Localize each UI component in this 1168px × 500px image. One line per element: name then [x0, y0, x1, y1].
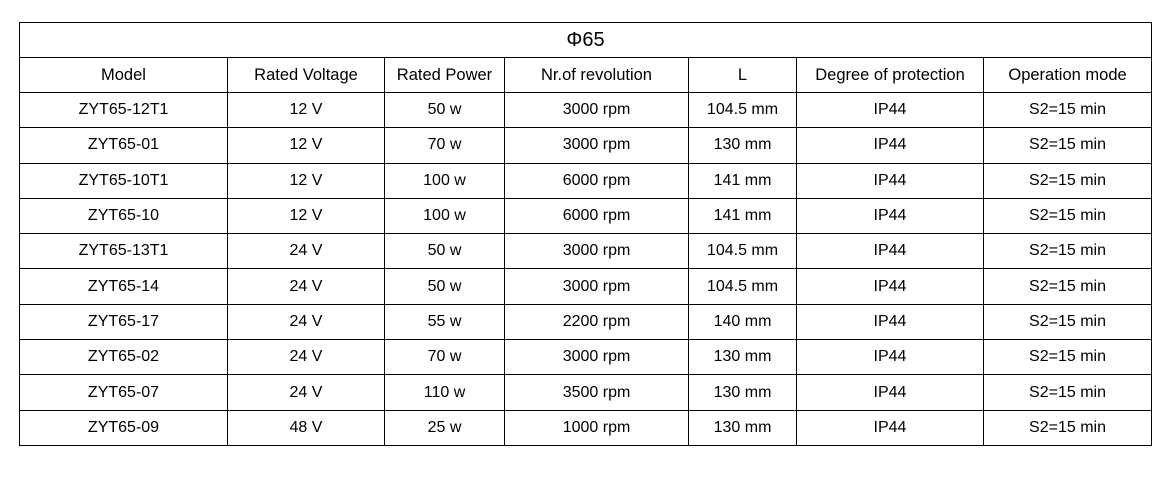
cell-rated-voltage: 12 V: [228, 93, 385, 128]
cell-length: 130 mm: [689, 128, 797, 163]
cell-rated-power: 50 w: [385, 269, 505, 304]
column-header-revolution: Nr.of revolution: [505, 58, 689, 93]
cell-rated-power: 50 w: [385, 93, 505, 128]
table-row: [20, 128, 1152, 163]
cell-operation-mode: S2=15 min: [984, 163, 1152, 198]
cell-rated-voltage: 24 V: [228, 304, 385, 339]
cell-protection: IP44: [797, 93, 984, 128]
cell-revolution: 6000 rpm: [505, 198, 689, 233]
column-header-operation-mode: Operation mode: [984, 58, 1152, 93]
table-title: Φ65: [20, 23, 1152, 58]
cell-protection: IP44: [797, 269, 984, 304]
cell-protection: IP44: [797, 234, 984, 269]
cell-rated-power: 70 w: [385, 340, 505, 375]
cell-protection: IP44: [797, 198, 984, 233]
cell-length: 141 mm: [689, 198, 797, 233]
cell-model: ZYT65-13T1: [20, 234, 228, 269]
cell-operation-mode: S2=15 min: [984, 304, 1152, 339]
cell-rated-voltage: 12 V: [228, 128, 385, 163]
column-header-rated-power: Rated Power: [385, 58, 505, 93]
cell-operation-mode: S2=15 min: [984, 93, 1152, 128]
cell-protection: IP44: [797, 410, 984, 445]
cell-operation-mode: S2=15 min: [984, 198, 1152, 233]
table-row: [20, 375, 1152, 410]
cell-rated-voltage: 24 V: [228, 375, 385, 410]
cell-rated-voltage: 24 V: [228, 340, 385, 375]
cell-model: ZYT65-07: [20, 375, 228, 410]
cell-length: 141 mm: [689, 163, 797, 198]
table-row: [20, 93, 1152, 128]
cell-operation-mode: S2=15 min: [984, 269, 1152, 304]
cell-protection: IP44: [797, 128, 984, 163]
cell-revolution: 1000 rpm: [505, 410, 689, 445]
cell-model: ZYT65-12T1: [20, 93, 228, 128]
cell-protection: IP44: [797, 340, 984, 375]
cell-operation-mode: S2=15 min: [984, 375, 1152, 410]
motor-spec-table: [19, 22, 1152, 446]
header-row: [20, 58, 1152, 93]
cell-model: ZYT65-14: [20, 269, 228, 304]
cell-revolution: 3000 rpm: [505, 340, 689, 375]
cell-rated-voltage: 12 V: [228, 163, 385, 198]
column-header-model: Model: [20, 58, 228, 93]
cell-operation-mode: S2=15 min: [984, 410, 1152, 445]
table-row: [20, 269, 1152, 304]
cell-model: ZYT65-01: [20, 128, 228, 163]
cell-rated-power: 55 w: [385, 304, 505, 339]
cell-protection: IP44: [797, 304, 984, 339]
table-row: [20, 198, 1152, 233]
cell-rated-voltage: 48 V: [228, 410, 385, 445]
cell-revolution: 3000 rpm: [505, 269, 689, 304]
table-row: [20, 410, 1152, 445]
cell-revolution: 3500 rpm: [505, 375, 689, 410]
cell-rated-power: 50 w: [385, 234, 505, 269]
cell-length: 130 mm: [689, 410, 797, 445]
cell-model: ZYT65-17: [20, 304, 228, 339]
column-header-protection: Degree of protection: [797, 58, 984, 93]
cell-rated-power: 100 w: [385, 163, 505, 198]
cell-model: ZYT65-02: [20, 340, 228, 375]
cell-length: 104.5 mm: [689, 269, 797, 304]
cell-length: 140 mm: [689, 304, 797, 339]
cell-length: 130 mm: [689, 340, 797, 375]
table-row: [20, 304, 1152, 339]
cell-operation-mode: S2=15 min: [984, 128, 1152, 163]
table-row: [20, 234, 1152, 269]
cell-revolution: 6000 rpm: [505, 163, 689, 198]
table-row: [20, 163, 1152, 198]
cell-length: 104.5 mm: [689, 93, 797, 128]
table-row: [20, 340, 1152, 375]
cell-protection: IP44: [797, 375, 984, 410]
cell-protection: IP44: [797, 163, 984, 198]
column-header-rated-voltage: Rated Voltage: [228, 58, 385, 93]
table-body: [20, 23, 1152, 446]
title-row: [20, 23, 1152, 58]
cell-operation-mode: S2=15 min: [984, 234, 1152, 269]
cell-model: ZYT65-10T1: [20, 163, 228, 198]
cell-length: 104.5 mm: [689, 234, 797, 269]
cell-rated-power: 110 w: [385, 375, 505, 410]
cell-operation-mode: S2=15 min: [984, 340, 1152, 375]
cell-rated-power: 70 w: [385, 128, 505, 163]
column-header-length: L: [689, 58, 797, 93]
cell-rated-power: 25 w: [385, 410, 505, 445]
cell-model: ZYT65-09: [20, 410, 228, 445]
cell-rated-voltage: 12 V: [228, 198, 385, 233]
cell-length: 130 mm: [689, 375, 797, 410]
cell-revolution: 3000 rpm: [505, 234, 689, 269]
cell-rated-voltage: 24 V: [228, 234, 385, 269]
cell-rated-voltage: 24 V: [228, 269, 385, 304]
cell-revolution: 3000 rpm: [505, 93, 689, 128]
cell-model: ZYT65-10: [20, 198, 228, 233]
cell-rated-power: 100 w: [385, 198, 505, 233]
cell-revolution: 3000 rpm: [505, 128, 689, 163]
cell-revolution: 2200 rpm: [505, 304, 689, 339]
